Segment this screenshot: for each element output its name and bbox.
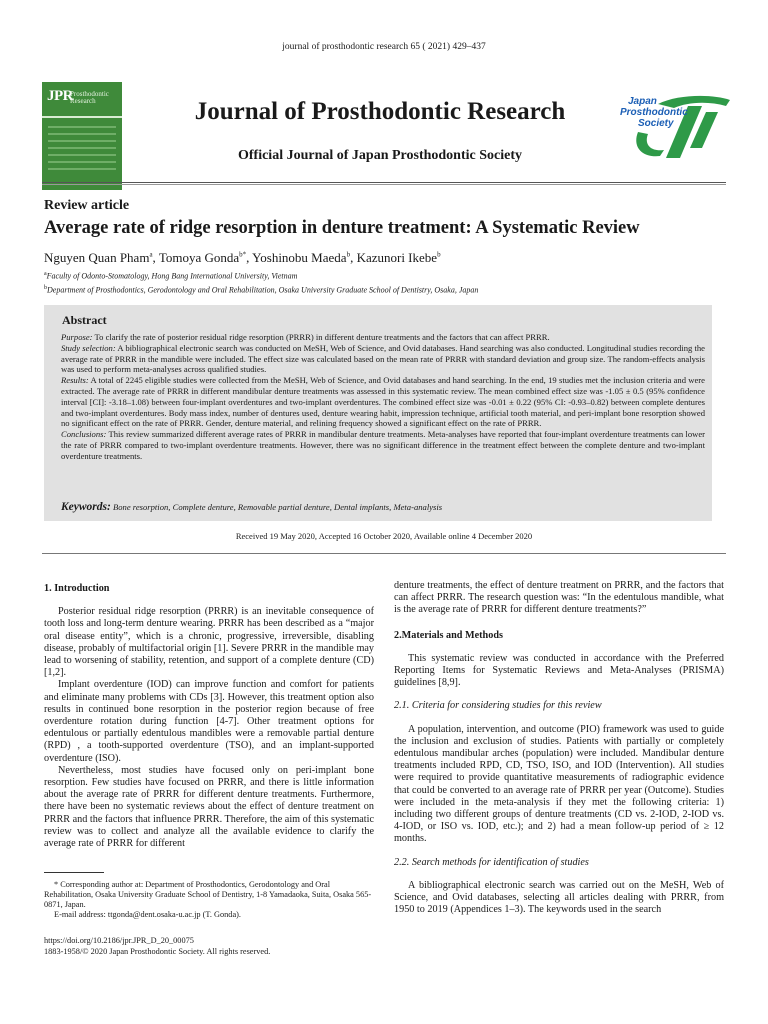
subsection-heading: 2.1. Criteria for considering studies for this review — [394, 700, 602, 712]
subsection-heading: 2.2. Search methods for identification of studies — [394, 856, 589, 868]
email-note: E-mail address: ttgonda@dent.osaka-u.ac.jp (T. Gonda). — [54, 910, 241, 919]
paragraph: Posterior residual ridge resorption (PRRR) is an inevitable consequence of tooth loss and long-term denture wearing. PRRR has been described as a “major oral disease entity”, which is a chronic, progressive, irreversible, disabling disease, probably of multifactorial origin [1]. Severe PRRR in the mandible may lead to worsening of stability, retention, and support of a complete denture (CD) [1,2]. — [44, 606, 374, 679]
society-logo-text-1: Japan — [628, 96, 657, 107]
society-logo-text-2: Prosthodontic — [620, 107, 688, 118]
journal-cover-image — [42, 82, 122, 190]
header-rule-secondary — [42, 184, 726, 185]
affiliation: $^a$Faculty of Odonto-Stomatology, Hong Bang International University, Vietnam — [44, 271, 298, 281]
paragraph: A bibliographical electronic search was carried out on the MeSH, Web of Science, and Ovid databases, selecting all articles dealing with PRRR, from 1950 to 2019 (Appendices 1–3). The keywords used in the search — [394, 879, 724, 916]
author-name: Tomoya Gonda — [158, 250, 240, 265]
paragraph: This systematic review was conducted in accordance with the Preferred Reporting Items for Systematic Reviews and Meta-Analyses (PRISMA) guidelines [8,9]. — [394, 652, 724, 689]
author-list: Nguyen Quan Pham$^a$, Tomoya Gonda$^{b*}$, Yoshinobu Maeda$^b$, Kazunori Ikebe$^b$ — [44, 250, 441, 265]
section-heading-introduction: 1. Introduction — [44, 583, 110, 594]
society-logo-icon — [618, 92, 738, 164]
abstract-box — [44, 305, 712, 521]
journal-title: Journal of Prosthodontic Research — [194, 98, 566, 125]
article-type: Review article — [44, 198, 130, 213]
doi-link[interactable]: https://doi.org/10.2186/jpr.JPR_D_20_00075 — [44, 936, 194, 945]
affiliation: $^b$Department of Prosthodontics, Gerodontology and Oral Rehabilitation, Osaka University Graduate School of Dentistry, Osaka, Japan — [44, 285, 479, 295]
left-column — [44, 583, 374, 850]
section-heading-methods: 2.Materials and Methods — [394, 629, 503, 641]
paragraph: Implant overdenture (IOD) can improve function and comfort for patients and eliminate many problems with CDs [3]. However, this treatment option also results in continued bone resorption in the posterior region because of free overdenture rotation during function [4-7]. Other treatment options for edentulous or partially edentulous mandibles were a removable partial denture (RPD) , a tooth-supported overdenture (TSO), and an implant-supported overdenture (ISO). — [44, 679, 374, 764]
right-column — [394, 580, 724, 916]
copyright: 1883-1958/© 2020 Japan Prosthodontic Society. All rights reserved. — [44, 946, 271, 956]
abstract-heading: Abstract — [62, 313, 107, 327]
journal-subtitle: Official Journal of Japan Prosthodontic Society — [237, 148, 523, 163]
paragraph: A population, intervention, and outcome (PIO) framework was used to guide the inclusion and exclusion of studies. Patients with partially or completely edentulous mandibular arches (population) were included. Mandibular denture treatments included RPD, CD, TSO, ISO, and IOD (Intervention). All studies were required to provide quantitative measurements of radiographic evidence that could be converted to an average rate of PRRR per year (Outcome). Studies were included in the meta-analysis if they met the following criteria: 1) including two different groups of denture treatments (CD vs. 2-IOD, 2-IOD vs. 4-IOD, or ISO vs. IOD, etc.); and 2) had a mean follow-up period of ≥ 12 months. — [394, 723, 724, 845]
paragraph: Nevertheless, most studies have focused only on peri-implant bone resorption. Few studies have focused on PRRR, and there is little information about the average rate of PRRR for different denture treatments. Furthermore, there have been no systematic reviews about the effect of denture treatment on PRRR and the factors that influence PRRR. Therefore, the aim of this systematic review was to collect and analyze all the available evidence to clarify the average rate of PRRR for different — [44, 764, 374, 850]
footnotes — [44, 880, 374, 920]
author-name: Kazunori Ikebe — [356, 250, 438, 265]
section-rule — [42, 553, 726, 554]
cover-logo: JPR — [47, 88, 73, 104]
abstract-body: Purpose: To clarify the rate of posterior residual ridge resorption (PRRR) in different denture treatments and the factors that can affect PRRR. Study selection: A bibliographical electronic search was conducted on MeSH, Web of Science, and Ovid databases. Hand searching was also conducted. Longitudinal studies recording the average rate of PRRR in the mandible were included. The effect size was calculated based on the mean rate of PRRR with standard deviation and group size. The random-effects analysis was used to perform meta-analyses across qualified studies. Results: A total of 2245 eligible studies were collected from the MeSH, Web of Science, and Ovid databases and hand searching. In the end, 19 studies met the inclusion criteria and were extracted. The average rate of PRRR in different mandibular denture treatments was assessed in this systematic review. The mean combined effect size was -1.05 ± 0.5 (95% confidence interval [CI]: -3.18–1.08) between four-implant overdentures and two-implant overdentures. The combined effect size was -0.01 ± 0.22 (95% CI: -0.93–0.82) between complete dentures and two-implant overdentures. Body mass index, number of dentures used, denture wearing habit, impression technique, artificial tooth material, and peri-implant bone resorption showed no significant effect on the rate of PRRR. Gender, denture material, and relining frequency showed a significant effect on the rate of PRRR. Conclusions: This review summarized different average rates of PRRR in mandibular denture treatments. Meta-analyses have reported that four-implant overdenture treatments can lower the rate of PRRR compared to two-implant overdenture treatments. However, there was no significant difference in the treatment effect between the complete denture and two-implant overdenture treatments. — [61, 332, 705, 461]
author-name: Nguyen Quan Pham — [44, 250, 150, 265]
author-name: Yoshinobu Maeda — [252, 250, 347, 265]
corresponding-author-note: * Corresponding author at: Department of Prosthodontics, Gerodontology and Oral Rehabilitation, Osaka University Graduate School of Dentistry, 1-8 Yamadaoka, Suita, Osaka 565-0871, Japan. — [44, 880, 372, 909]
header-rule — [42, 182, 726, 183]
doi-block — [44, 936, 374, 957]
paragraph: denture treatments, the effect of denture treatment on PRRR, and the factors that can affect PRRR. The research question was: “In the edentulous mandible, what is the average rate of PRRR for different denture treatments?” — [394, 580, 724, 616]
received-dates: Received 19 May 2020, Accepted 16 October 2020, Available online 4 December 2020 — [235, 531, 533, 541]
journal-reference: journal of prosthodontic research 65 ( 2021) 429–437 — [282, 42, 486, 52]
keywords: Keywords: Bone resorption, Complete denture, Removable partial denture, Dental implants, Meta-analysis — [61, 501, 443, 513]
society-logo-text-3: Society — [638, 118, 674, 129]
cover-logo-subtitle: Prosthodontic Research — [70, 90, 109, 105]
footnote-rule — [44, 872, 104, 873]
article-title: Average rate of ridge resorption in denture treatment: A Systematic Review — [44, 218, 640, 238]
